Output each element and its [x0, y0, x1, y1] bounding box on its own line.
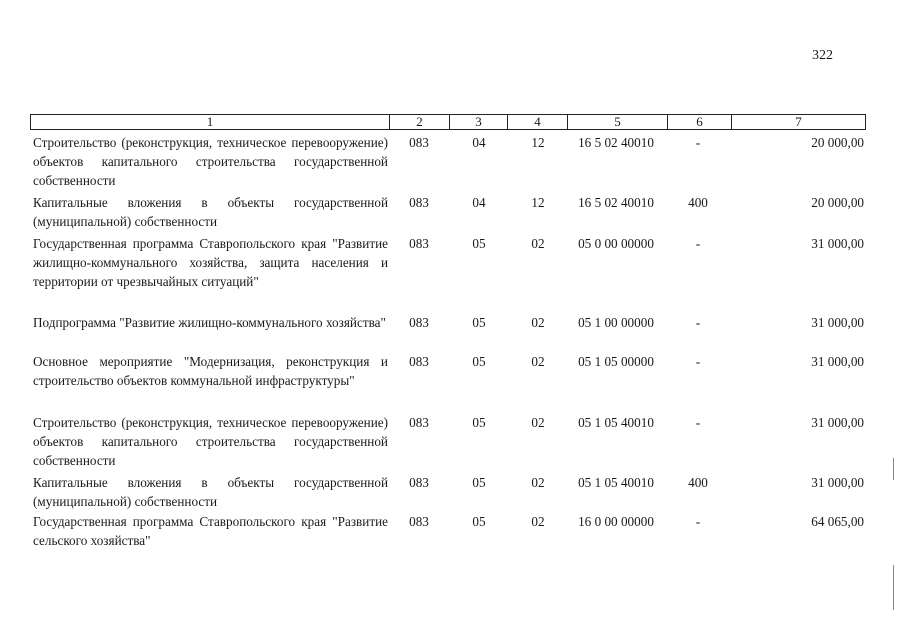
- header-col-6: 6: [668, 115, 732, 129]
- header-col-7: 7: [795, 114, 802, 129]
- row-col-3: 05: [472, 315, 486, 330]
- header-col-4: 4: [508, 115, 568, 129]
- row-col-7: 31 000,00: [811, 354, 864, 369]
- row-col-5: 05 1 05 40010: [578, 415, 654, 430]
- row-col-3: 05: [472, 354, 486, 369]
- row-col-6: -: [695, 315, 701, 330]
- row-col-4: 12: [531, 135, 545, 150]
- row-name: Государственная программа Ставропольского края "Развитие жилищно-коммунального хозяйства, защита населения и территории от чрезвычайных ситуаций": [33, 236, 388, 289]
- row-col-2: 083: [409, 135, 429, 150]
- row-col-2: 083: [409, 315, 429, 330]
- row-col-5: 05 0 00 00000: [578, 236, 654, 251]
- scan-artifact: [893, 565, 894, 610]
- row-col-4: 02: [531, 236, 545, 251]
- row-col-7: 31 000,00: [811, 315, 864, 330]
- row-col-7: 31 000,00: [811, 415, 864, 430]
- row-col-3: 05: [472, 415, 486, 430]
- row-col-2: 083: [409, 415, 429, 430]
- header-col-2: 2: [390, 115, 450, 129]
- row-col-4: 02: [531, 315, 545, 330]
- header-col-3: 3: [450, 115, 508, 129]
- row-col-6: -: [695, 135, 701, 150]
- header-col-5: 5: [568, 115, 668, 129]
- row-name: Капитальные вложения в объекты государственной (муниципальной) собственности: [33, 475, 388, 509]
- row-col-6: 400: [688, 475, 708, 490]
- row-col-7: 20 000,00: [811, 195, 864, 210]
- row-col-2: 083: [409, 354, 429, 369]
- row-col-3: 05: [472, 475, 486, 490]
- row-name: Строительство (реконструкция, техническое перевооружение) объектов капитального строительства государственной собственности: [33, 415, 388, 468]
- row-col-5: 16 5 02 40010: [578, 135, 654, 150]
- row-col-5: 05 1 05 40010: [578, 475, 654, 490]
- row-name: Подпрограмма "Развитие жилищно-коммунального хозяйства": [33, 315, 386, 330]
- row-name: Капитальные вложения в объекты государственной (муниципальной) собственности: [33, 195, 388, 229]
- row-col-7: 31 000,00: [811, 236, 864, 251]
- row-col-3: 04: [472, 135, 486, 150]
- scan-artifact: [893, 458, 894, 480]
- row-col-6: -: [695, 354, 701, 369]
- row-col-5: 16 0 00 00000: [578, 514, 654, 529]
- row-col-6: -: [695, 415, 701, 430]
- row-col-4: 02: [531, 514, 545, 529]
- row-col-7: 31 000,00: [811, 475, 864, 490]
- row-col-4: 02: [531, 415, 545, 430]
- table-header: [30, 114, 866, 130]
- row-name: Строительство (реконструкция, техническое перевооружение) объектов капитального строительства государственной собственности: [33, 135, 388, 188]
- page-number: 322: [812, 48, 833, 63]
- header-col-1: 1: [31, 115, 390, 129]
- row-col-5: 05 1 05 00000: [578, 354, 654, 369]
- row-name: Государственная программа Ставропольского края "Развитие сельского хозяйства": [33, 514, 388, 548]
- row-col-2: 083: [409, 514, 429, 529]
- row-col-2: 083: [409, 236, 429, 251]
- row-col-4: 02: [531, 475, 545, 490]
- row-col-6: -: [695, 236, 701, 251]
- row-col-5: 16 5 02 40010: [578, 195, 654, 210]
- row-col-6: -: [695, 514, 701, 529]
- row-col-2: 083: [409, 195, 429, 210]
- row-col-3: 04: [472, 195, 486, 210]
- row-col-5: 05 1 00 00000: [578, 315, 654, 330]
- row-name: Основное мероприятие "Модернизация, реконструкция и строительство объектов коммунальной инфраструктуры": [33, 354, 388, 388]
- row-col-7: 20 000,00: [811, 135, 864, 150]
- row-col-4: 12: [531, 195, 545, 210]
- row-col-7: 64 065,00: [811, 514, 864, 529]
- row-col-6: 400: [688, 195, 708, 210]
- row-col-3: 05: [472, 236, 486, 251]
- row-col-3: 05: [472, 514, 486, 529]
- row-col-4: 02: [531, 354, 545, 369]
- row-col-2: 083: [409, 475, 429, 490]
